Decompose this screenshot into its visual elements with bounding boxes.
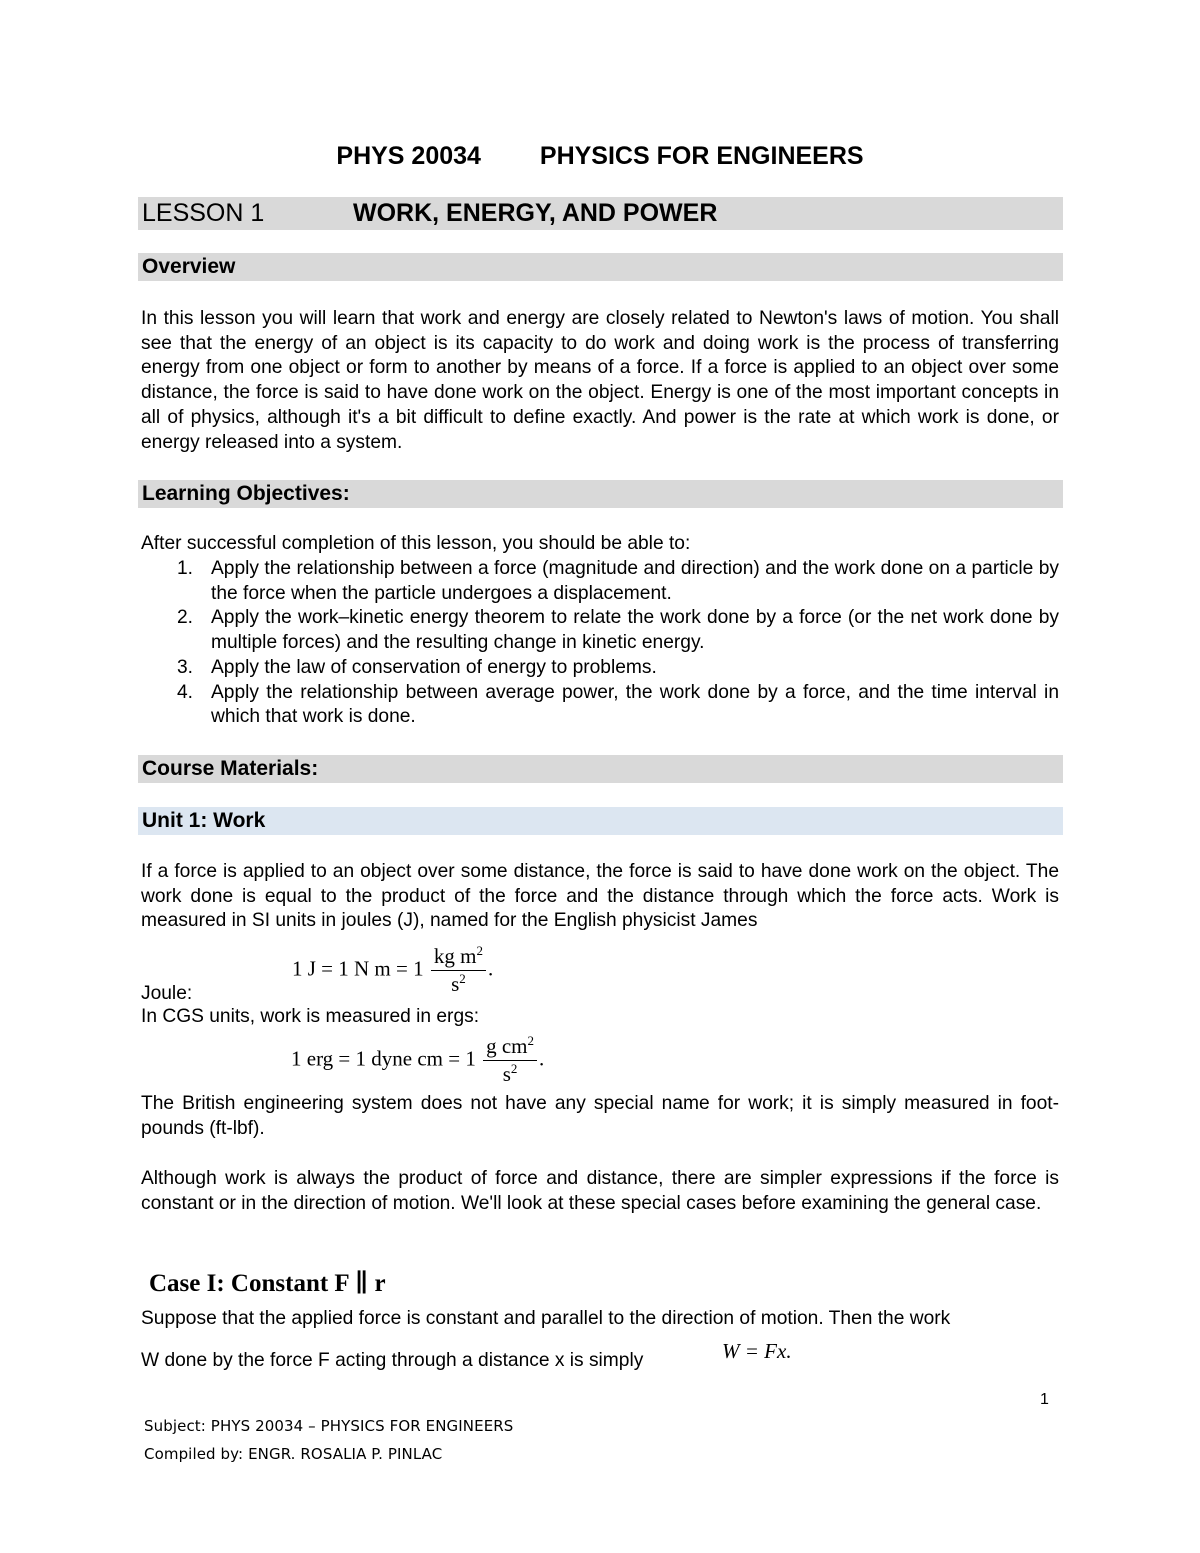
unit1-heading: Unit 1: Work (142, 809, 266, 832)
case1-line2: W done by the force F acting through a distance x is simply (141, 1350, 644, 1371)
objective-item: 2. Apply the work–kinetic energy theorem to relate the work done by a force (or the net work done by multiple forces) and the resulting change in kinetic energy. (177, 607, 1059, 654)
unit1-paragraph: If a force is applied to an object over some distance, the force is said to have done work on the object. The work done is equal to the product of the force and the distance through which the force acts. Work is measured in SI units in joules (J), named for the English physicist James (141, 861, 1059, 932)
objective-item: 3. Apply the law of conservation of energy to problems. (177, 656, 657, 678)
materials-heading-band (138, 755, 1063, 783)
unit1-heading-band (138, 807, 1063, 835)
course-title (0, 142, 1200, 171)
erg-fraction: $\frac{g cm^2}{s^2}$ (483, 1034, 537, 1087)
joule-label: Joule: (141, 983, 193, 1004)
objectives-heading-band (138, 480, 1063, 508)
case1-heading: Case I: Constant F ∥ r (149, 1270, 386, 1297)
lesson-heading-band (138, 197, 1063, 230)
footer-subject: Subject: PHYS 20034 – PHYSICS FOR ENGINEERS (144, 1417, 514, 1435)
although-paragraph: Although work is always the product of force and distance, there are simpler expressions if the force is constant or in the direction of motion. We'll look at these special cases before examining the general case. (141, 1168, 1059, 1214)
objective-item: 4. Apply the relationship between average power, the work done by a force, and the time interval in which that work is done. (177, 681, 1059, 728)
footer-compiled-by: Compiled by: ENGR. ROSALIA P. PINLAC (144, 1445, 443, 1463)
objective-item: 1. Apply the relationship between a force (magnitude and direction) and the work done on a particle by the force when the particle undergoes a displacement. (177, 558, 1059, 604)
overview-paragraph: In this lesson you will learn that work and energy are closely related to Newton's laws of motion. You shall see that the energy of an object is its capacity to do work and doing work is the process of transferring energy from one object or form to another by means of a force. If a force is applied to an object over some distance, the force is said to have done work on the object. Energy is one of the most important concepts in all of physics, although it's a bit difficult to define exactly. And power is the rate at which work is done, or energy released into a system. (141, 308, 1059, 453)
work-equation: W = Fx. (722, 1339, 792, 1363)
lesson-number: LESSON 1 (142, 199, 265, 227)
lesson-title: WORK, ENERGY, AND POWER (353, 199, 718, 227)
erg-equation: 1 erg = 1 dyne cm = 1 $\frac{g cm^2}{s^2}$ . (291, 1033, 545, 1086)
course-code: PHYS 20034 (336, 142, 481, 170)
objectives-intro: After successful completion of this lesson, you should be able to: (141, 533, 691, 554)
objectives-list (141, 557, 1059, 730)
overview-heading: Overview (142, 255, 236, 278)
british-paragraph: The British engineering system does not have any special name for work; it is simply measured in foot-pounds (ft-lbf). (141, 1093, 1059, 1139)
overview-heading-band (138, 253, 1063, 281)
materials-heading: Course Materials: (142, 757, 319, 780)
page-number: 1 (1040, 1391, 1049, 1408)
course-name: PHYSICS FOR ENGINEERS (539, 142, 864, 170)
case1-line1: Suppose that the applied force is constant and parallel to the direction of motion. Then the work (141, 1308, 951, 1329)
cgs-line: In CGS units, work is measured in ergs: (141, 1006, 480, 1027)
objectives-heading: Learning Objectives: (142, 482, 350, 505)
joule-fraction: $\frac{kg m^2}{s^2}$ (431, 944, 486, 997)
joule-equation: 1 J = 1 N m = 1 $\frac{kg m^2}{s^2}$ . (292, 943, 494, 996)
